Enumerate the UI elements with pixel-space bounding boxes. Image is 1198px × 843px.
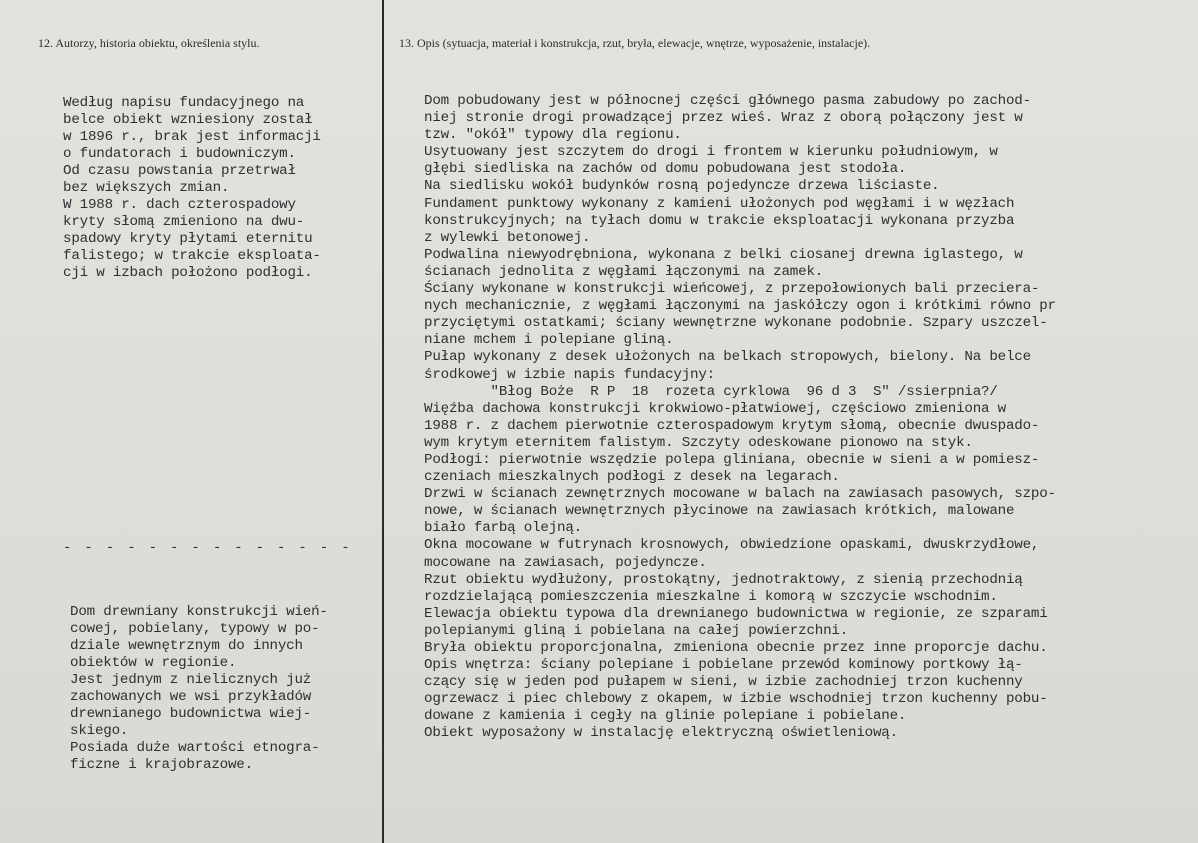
text-line: Elewacja obiektu typowa dla drewnianego budownictwa w regionie, ze szparami xyxy=(424,605,1048,622)
text-line: biało farbą olejną. xyxy=(424,520,582,537)
text-line: Posiada duże wartości etnogra- xyxy=(70,740,320,756)
text-line: Rzut obiektu wydłużony, prostokątny, jednotraktowy, z sienią przechodnią xyxy=(424,571,1023,588)
text-line: Obiekt wyposażony w instalację elektryczną oświetleniową. xyxy=(424,725,898,742)
text-line: dowane z kamienia i cegły na glinie polepiane i pobielane. xyxy=(424,708,907,725)
text-line: Więźba dachowa konstrukcji krokwiowo-płatwiowej, częściowo zmieniona w xyxy=(424,400,1006,417)
text-line: W 1988 r. dach czterospadowy xyxy=(63,197,296,213)
text-line: Fundament punktowy wykonany z kamieni ułożonych pod węgłami i w węzłach xyxy=(424,195,1015,212)
text-line: Dom drewniany konstrukcji wień- xyxy=(70,604,328,620)
text-line: falistego; w trakcie eksploata- xyxy=(63,248,321,264)
text-line: cowej, pobielany, typowy w po- xyxy=(70,621,320,637)
text-line: belce obiekt wzniesiony został xyxy=(63,112,313,128)
text-line: Podwalina niewyodrębniona, wykonana z belki ciosanej drewna iglastego, w xyxy=(424,246,1023,263)
text-line: środkowej w izbie napis fundacyjny: xyxy=(424,366,715,383)
text-line: Opis wnętrza: ściany polepiane i pobielane przewód kominowy portkowy łą- xyxy=(424,657,1023,674)
text-line: ogrzewacz i piec chlebowy z okapem, w izbie wschodniej trzon kuchenny pobu- xyxy=(424,691,1048,708)
text-line: głębi siedliska na zachów od domu pobudowana jest stodoła. xyxy=(424,161,907,178)
text-line: dziale wewnętrznym do innych xyxy=(70,638,303,654)
text-line: nych mechanicznie, z węgłami łączonymi na jaskółczy ogon i krótkimi równo pr xyxy=(424,298,1056,315)
text-line: rozdzielającą pomieszczenia mieszkalne i komorą w szczycie wschodnim. xyxy=(424,588,998,605)
style-assessment-text xyxy=(70,604,328,774)
section-13-header: 13. Opis (sytuacja, materiał i konstrukcja, rzut, bryła, elewacje, wnętrze, wyposażenie, instalacje). xyxy=(399,36,871,50)
text-line: Jest jednym z nielicznych już xyxy=(70,672,312,688)
column-divider xyxy=(382,0,384,843)
text-line: Według napisu fundacyjnego na xyxy=(63,95,305,111)
text-line: mocowane na zawiasach, pojedyncze. xyxy=(424,554,707,571)
text-line: Na siedlisku wokół budynków rosną pojedyncze drzewa liściaste. xyxy=(424,178,940,195)
text-line: Pułap wykonany z desek ułożonych na belkach stropowych, bielony. Na belce xyxy=(424,349,1031,366)
text-line: z wylewki betonowej. xyxy=(424,229,591,246)
text-line: drewnianego budownictwa wiej- xyxy=(70,706,312,722)
description-text xyxy=(424,93,1056,743)
text-line: niej stronie drogi prowadzącej przez wieś. Wraz z oborą połączony jest w xyxy=(424,110,1023,127)
text-line: kryty słomą zmieniono na dwu- xyxy=(63,214,305,230)
text-line: o fundatorach i budowniczym. xyxy=(63,146,296,162)
text-line: bez większych zmian. xyxy=(63,180,230,196)
text-line: Od czasu powstania przetrwał xyxy=(63,163,296,179)
text-line: Dom pobudowany jest w północnej części głównego pasma zabudowy po zachod- xyxy=(424,93,1031,109)
text-line: zachowanych we wsi przykładów xyxy=(70,689,312,705)
separator-dashes: - - - - - - - - - - - - - - xyxy=(63,540,352,556)
text-line: Ściany wykonane w konstrukcji wieńcowej, z przepołowionych bali przeciera- xyxy=(424,281,1040,298)
history-text xyxy=(63,95,321,282)
text-line: w 1896 r., brak jest informacji xyxy=(63,129,321,145)
text-line: niane mchem i polepiane gliną. xyxy=(424,332,674,349)
text-line: "Błog Boże R P 18 rozeta cyrklowa 96 d 3 S" /ssierpnia?/ xyxy=(424,383,998,400)
text-line: Bryła obiektu proporcjonalna, zmieniona obecnie przez inne proporcje dachu. xyxy=(424,640,1048,656)
text-line: ścianach jednolita z węgłami łączonymi na zamek. xyxy=(424,263,824,280)
text-line: czący się w jeden pod pułapem w sieni, w izbie zachodniej trzon kuchenny xyxy=(424,674,1023,691)
text-line: wym krytym eternitem falistym. Szczyty odeskowane pionowo na styk. xyxy=(424,434,973,451)
text-line: polepianymi gliną i pobielana na całej powierzchni. xyxy=(424,622,849,639)
text-line: konstrukcyjnych; na tyłach domu w trakcie eksploatacji wykonana przyzba xyxy=(424,212,1015,229)
text-line: skiego. xyxy=(70,723,129,739)
text-line: nowe, w ścianach wewnętrznych płycinowe na zawiasach krótkich, malowane xyxy=(424,503,1015,520)
text-line: ficzne i krajobrazowe. xyxy=(70,757,253,773)
section-12-header: 12. Autorzy, historia obiektu, określenia stylu. xyxy=(38,36,260,50)
text-line: tzw. "okół" typowy dla regionu. xyxy=(424,127,682,144)
text-line: 1988 r. z dachem pierwotnie czterospadowym krytym słomą, obecnie dwuspado- xyxy=(424,417,1040,434)
text-line: Usytuowany jest szczytem do drogi i frontem w kierunku południowym, w xyxy=(424,144,998,161)
text-line: przyciętymi ostatkami; ściany wewnętrzne wykonane podobnie. Szpary uszczel- xyxy=(424,315,1048,332)
text-line: spadowy kryty płytami eternitu xyxy=(63,231,313,247)
text-line: cji w izbach położono podłogi. xyxy=(63,265,313,281)
text-line: obiektów w regionie. xyxy=(70,655,237,671)
text-line: Podłogi: pierwotnie wszędzie polepa gliniana, obecnie w sieni a w pomiesz- xyxy=(424,451,1040,468)
text-line: Drzwi w ścianach zewnętrznych mocowane w balach na zawiasach pasowych, szpo- xyxy=(424,486,1056,503)
text-line: Okna mocowane w futrynach krosnowych, obwiedzione opaskami, dwuskrzydłowe, xyxy=(424,537,1040,554)
text-line: czeniach mieszkalnych podłogi z desek na legarach. xyxy=(424,469,840,486)
